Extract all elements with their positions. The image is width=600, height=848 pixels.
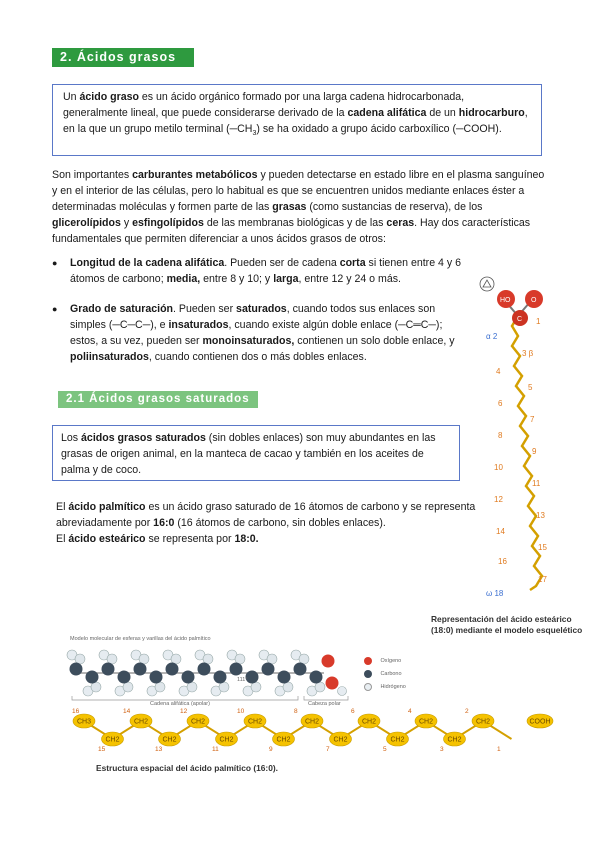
bottom-carbon-number: 5	[383, 746, 387, 753]
carbon-atom	[102, 663, 115, 676]
atom-c-label: C	[517, 316, 523, 323]
top-carbon-group-label: CH2	[418, 718, 434, 726]
carbon-atom	[150, 671, 163, 684]
hydrogen-atom	[235, 654, 245, 664]
top-carbon-number: 8	[294, 708, 298, 715]
intro-paragraph: Son importantes carburantes metabólicos y pueden detectarse en estado libre en el plasma sanguíneo y en el interior de las células, pero lo habitual es que se encuentren unidos mediante enlaces éster a determinadas moléculas y formen parte de las grasas (como sustancias de reserva), de los glicerolípidos y esfingolípidos de las membranas biológicas y de las ceras. Hay dos características fundamentales que permiten diferenciar a unos ácidos grasos de otros:	[52, 169, 545, 245]
bottom-carbon-number: 3	[440, 746, 444, 753]
carbon-number-17: 17	[538, 575, 547, 584]
omega-label: ω 18	[486, 589, 504, 598]
legend-oxygen: Oxígeno	[364, 652, 406, 665]
carboxyl-group-label: COOH	[529, 718, 551, 726]
bottom-carbon-group-label: CH2	[105, 736, 120, 744]
bottom-carbon-group-label: CH2	[390, 736, 405, 744]
hydrogen-atom	[267, 654, 277, 664]
carbon-number-13: 13	[536, 511, 545, 520]
bottom-carbon-number: 9	[269, 746, 273, 753]
bottom-carbon-group-label: CH2	[333, 736, 348, 744]
legend-hydrogen: Hidrógeno	[364, 678, 406, 691]
bottom-carbon-group-label: CH2	[276, 736, 291, 744]
carbon-number-10: 10	[494, 463, 503, 472]
carbon-atom	[86, 671, 99, 684]
hydrogen-atom	[283, 682, 293, 692]
bullet-chain-length: ● Longitud de la cadena alifática. Pueden ser de cadena corta si tienen entre 4 y 6 átomos de carbono; media, entre 8 y 10; y larga, entre 12 y 24 o más.	[52, 257, 461, 285]
alpha-label: α 2	[486, 332, 498, 341]
carbon-atom	[294, 663, 307, 676]
hydrogen-atom	[139, 654, 149, 664]
carbon-atom	[134, 663, 147, 676]
bottom-carbon-number: 7	[326, 746, 330, 753]
atom-o-label: O	[531, 297, 537, 304]
hydrogen-atom	[299, 654, 309, 664]
subsection-title: 2.1 Ácidos grasos saturados	[58, 391, 258, 408]
hydrogen-atom	[203, 654, 213, 664]
carbon-number-14: 14	[496, 527, 505, 536]
atom-legend	[364, 652, 406, 691]
top-carbon-group-label: CH3	[76, 718, 92, 726]
angle-label: 111°	[237, 677, 248, 683]
palmitic-paragraph: El ácido palmítico es un ácido graso saturado de 16 átomos de carbono y se representa abreviadamente por 16:0 (16 átomos de carbono, sin dobles enlaces). El ácido esteárico se representa por 18:0.	[56, 501, 476, 545]
oxygen-atom	[322, 655, 335, 668]
hydrogen-atom	[75, 654, 85, 664]
top-carbon-group-label: CH2	[133, 718, 149, 726]
top-carbon-number: 4	[408, 708, 412, 715]
carbon-number-9: 9	[532, 447, 537, 456]
palmitic-caption: Estructura espacial del ácido palmítico (16:0).	[96, 763, 278, 773]
top-carbon-group-label: CH2	[361, 718, 377, 726]
top-carbon-number: 16	[72, 708, 80, 715]
hydrogen-atom	[219, 682, 229, 692]
carbon-atom	[118, 671, 131, 684]
carbon-number-5: 5	[528, 383, 533, 392]
top-carbon-number: 2	[465, 708, 469, 715]
legend-carbon: Carbono	[364, 665, 406, 678]
stearic-caption: Representación del ácido esteárico (18:0) mediante el modelo esquelético	[431, 614, 583, 635]
carbon-atom	[262, 663, 275, 676]
carbon-number-1: 1	[536, 317, 541, 326]
beta-label: 3 β	[522, 349, 534, 358]
top-carbon-group-label: CH2	[247, 718, 263, 726]
model-title: Modelo molecular de esferas y varillas del ácido palmítico	[70, 636, 211, 642]
carbon-atom	[166, 663, 179, 676]
bottom-carbon-number: 15	[98, 746, 106, 753]
carbon-number-8: 8	[498, 431, 503, 440]
bottom-carbon-number: 1	[497, 746, 501, 753]
top-carbon-number: 12	[180, 708, 188, 715]
delta-icon	[480, 277, 494, 291]
carbon-atom	[230, 663, 243, 676]
hydrogen-swatch-icon	[364, 683, 372, 691]
carbon-number-12: 12	[494, 495, 503, 504]
carbon-number-15: 15	[538, 543, 547, 552]
hydrogen-atom	[107, 654, 117, 664]
oxygen-atom	[326, 677, 339, 690]
bullet-saturation: ● Grado de saturación. Pueden ser saturados, cuando todos sus enlaces son simples (─C─C─), e insaturados, cuando existe algún doble enlace (─C═C─); estos, a su vez, pueden ser monoinsaturados, contienen un solo doble enlace, y poliinsaturados, cuando contienen dos o más dobles enlaces.	[52, 303, 455, 363]
hydrogen-atom	[91, 682, 101, 692]
carbon-atom	[278, 671, 291, 684]
carbon-atom	[310, 671, 323, 684]
top-carbon-group-label: CH2	[475, 718, 491, 726]
bullet-icon: ●	[52, 304, 58, 314]
top-carbon-number: 10	[237, 708, 245, 715]
hydrogen-atom	[171, 654, 181, 664]
hydrogen-atom	[315, 682, 325, 692]
bottom-carbon-group-label: CH2	[447, 736, 462, 744]
head-region-label: Cabeza polar	[308, 701, 341, 707]
carbon-number-11: 11	[532, 479, 541, 488]
top-carbon-group-label: CH2	[190, 718, 206, 726]
bullet-icon: ●	[52, 258, 58, 268]
hydrogen-atom	[187, 682, 197, 692]
chain-region-label: Cadena alifática (apolar)	[150, 701, 210, 707]
carbon-swatch-icon	[364, 670, 372, 678]
hydrogen-atom	[251, 682, 261, 692]
definition-box: Un ácido graso es un ácido orgánico formado por una larga cadena hidrocarbonada, generalmente lineal, que puede considerarse derivado de la cadena alifática de un hidrocarburo, en la que un grupo metilo terminal $(─CH_3)$ se ha oxidado a grupo ácido carboxílico (─COOH).	[52, 84, 542, 156]
bottom-carbon-group-label: CH2	[219, 736, 234, 744]
hydrogen-atom	[155, 682, 165, 692]
carbon-atom	[182, 671, 195, 684]
stearic-skeletal-figure	[470, 272, 550, 602]
saturated-box: Los ácidos grasos saturados (sin dobles enlaces) son muy abundantes en las grasas de origen animal, en la manteca de cacao y también en los aceites de palma y de coco.	[52, 425, 460, 481]
atom-ho-label: HO	[500, 297, 511, 304]
bottom-carbon-number: 11	[212, 746, 219, 753]
hydrogen-atom	[123, 682, 133, 692]
carbon-atom	[214, 671, 227, 684]
top-carbon-number: 14	[123, 708, 131, 715]
oxygen-swatch-icon	[364, 657, 372, 665]
palmitic-zigzag-structure	[70, 707, 551, 757]
carbon-number-7: 7	[530, 415, 535, 424]
top-carbon-number: 6	[351, 708, 355, 715]
carbon-number-6: 6	[498, 399, 503, 408]
section-title: 2. Ácidos grasos	[52, 48, 194, 67]
carbon-number-16: 16	[498, 557, 507, 566]
bottom-carbon-group-label: CH2	[162, 736, 177, 744]
carbon-atom	[198, 663, 211, 676]
carbon-atom	[70, 663, 83, 676]
top-carbon-group-label: CH2	[304, 718, 320, 726]
carbon-number-4: 4	[496, 367, 501, 376]
bottom-carbon-number: 13	[155, 746, 163, 753]
